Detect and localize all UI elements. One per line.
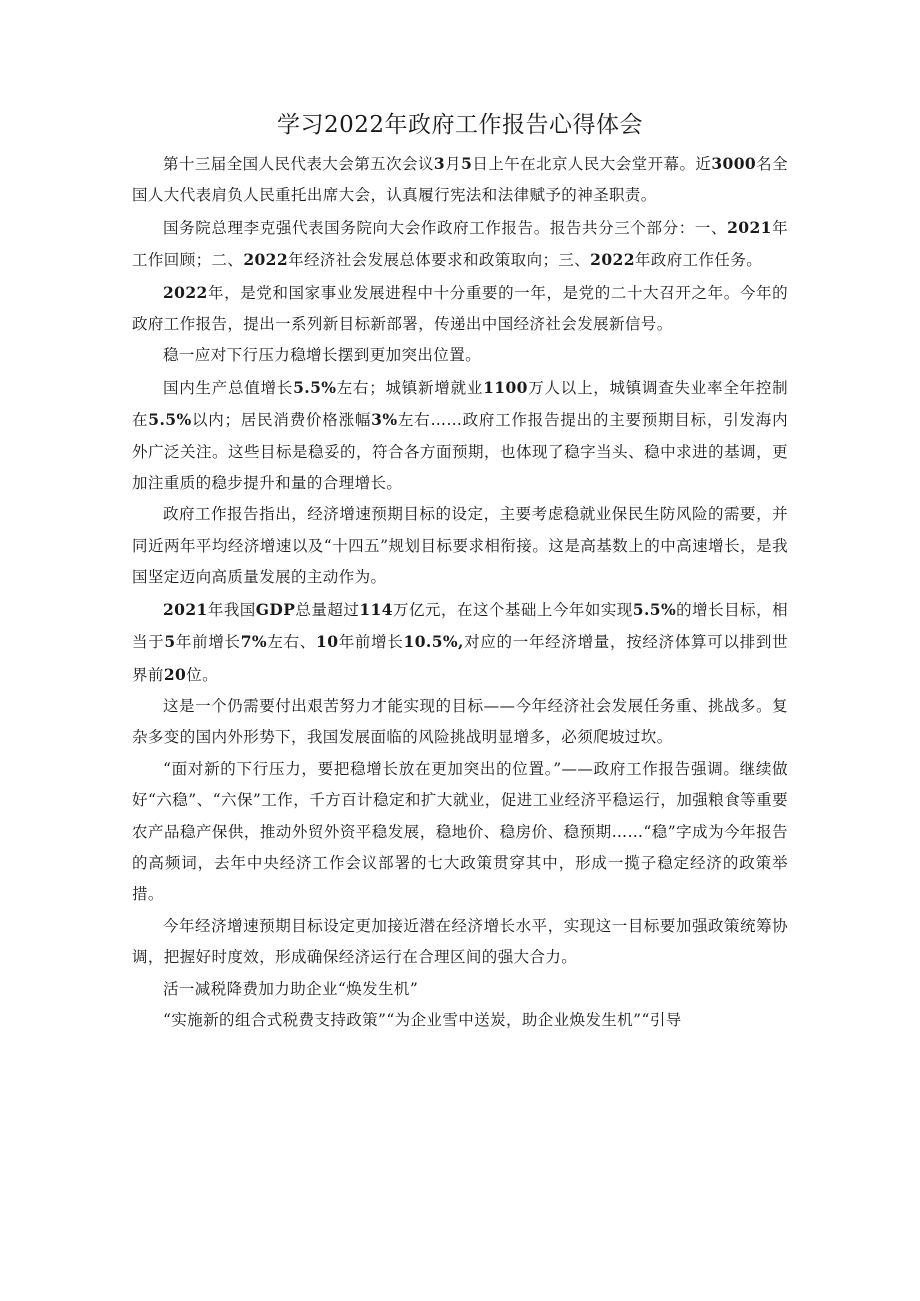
paragraph-2: 国务院总理李克强代表国务院向大会作政府工作报告。报告共分三个部分：一、2021年工作回顾；二、2022年经济社会发展总体要求和政策取向；三、2022年政府工作任务。 xyxy=(132,217,788,270)
paragraph-9: “面对新的下行压力，要把稳增长放在更加突出的位置。”——政府工作报告强调。继续做好“六稳”、“六保”工作，千方百计稳定和扩大就业，促进工业经济平稳运行，加强粮食等重要农产品稳产保供，推动外贸外资平稳发展，稳地价、稳房价、稳预期……“稳”字成为今年报告的高频词，去年中央经济工作会议部署的七大政策贯穿其中，形成一揽子稳定经济的政策举措。 xyxy=(132,759,788,904)
paragraph-1: 第十三届全国人民代表大会第五次会议3月5日上午在北京人民大会堂开幕。近3000名全国人大代表肩负人民重托出席大会，认真履行宪法和法律赋予的神圣职责。 xyxy=(132,154,788,205)
document-body xyxy=(132,148,788,1036)
paragraph-7: 2021年我国GDP总量超过114万亿元，在这个基础上今年如实现5.5%的增长目标，相当于5年前增长7%左右、10年前增长10.5%,对应的一年经济增量，按经济体算可以排到世界前20位。 xyxy=(132,599,788,684)
section-heading-stability: 稳一应对下行压力稳增长摆到更加突出位置。 xyxy=(163,346,482,365)
paragraph-3: 2022年，是党和国家事业发展进程中十分重要的一年，是党的二十大召开之年。今年的政府工作报告，提出一系列新目标新部署，传递出中国经济社会发展新信号。 xyxy=(132,282,788,334)
paragraph-5: 国内生产总值增长5.5%左右；城镇新增就业1100万人以上，城镇调查失业率全年控制在5.5%以内；居民消费价格涨幅3%左右……政府工作报告提出的主要预期目标，引发海内外广泛关注。这些目标是稳妥的，符合各方面预期，也体现了稳字当头、稳中求进的基调，更加注重质的稳步提升和量的合理增长。 xyxy=(132,377,789,493)
section-heading-vitality: 活一减税降费加力助企业“焕发生机” xyxy=(163,979,419,998)
paragraph-6: 政府工作报告指出，经济增速预期目标的设定，主要考虑稳就业保民生防风险的需要，并同近两年平均经济增速以及“十四五”规划目标要求相衔接。这是高基数上的中高速增长，是我国坚定迈向高质量发展的主动作为。 xyxy=(132,505,788,587)
paragraph-8: 这是一个仍需要付出艰苦努力才能实现的目标——今年经济社会发展任务重、挑战多。复杂多变的国内外形势下，我国发展面临的风险挑战明显增多，必须爬坡过坎。 xyxy=(132,696,788,747)
paragraph-10: 今年经济增速预期目标设定更加接近潜在经济增长水平，实现这一目标要加强政策统筹协调，把握好时度效，形成确保经济运行在合理区间的强大合力。 xyxy=(132,916,788,967)
paragraph-12: “实施新的组合式税费支持政策”“为企业雪中送炭，助企业焕发生机”“引导 xyxy=(163,1010,682,1029)
document-title: 学习2022年政府工作报告心得体会 xyxy=(276,112,644,138)
